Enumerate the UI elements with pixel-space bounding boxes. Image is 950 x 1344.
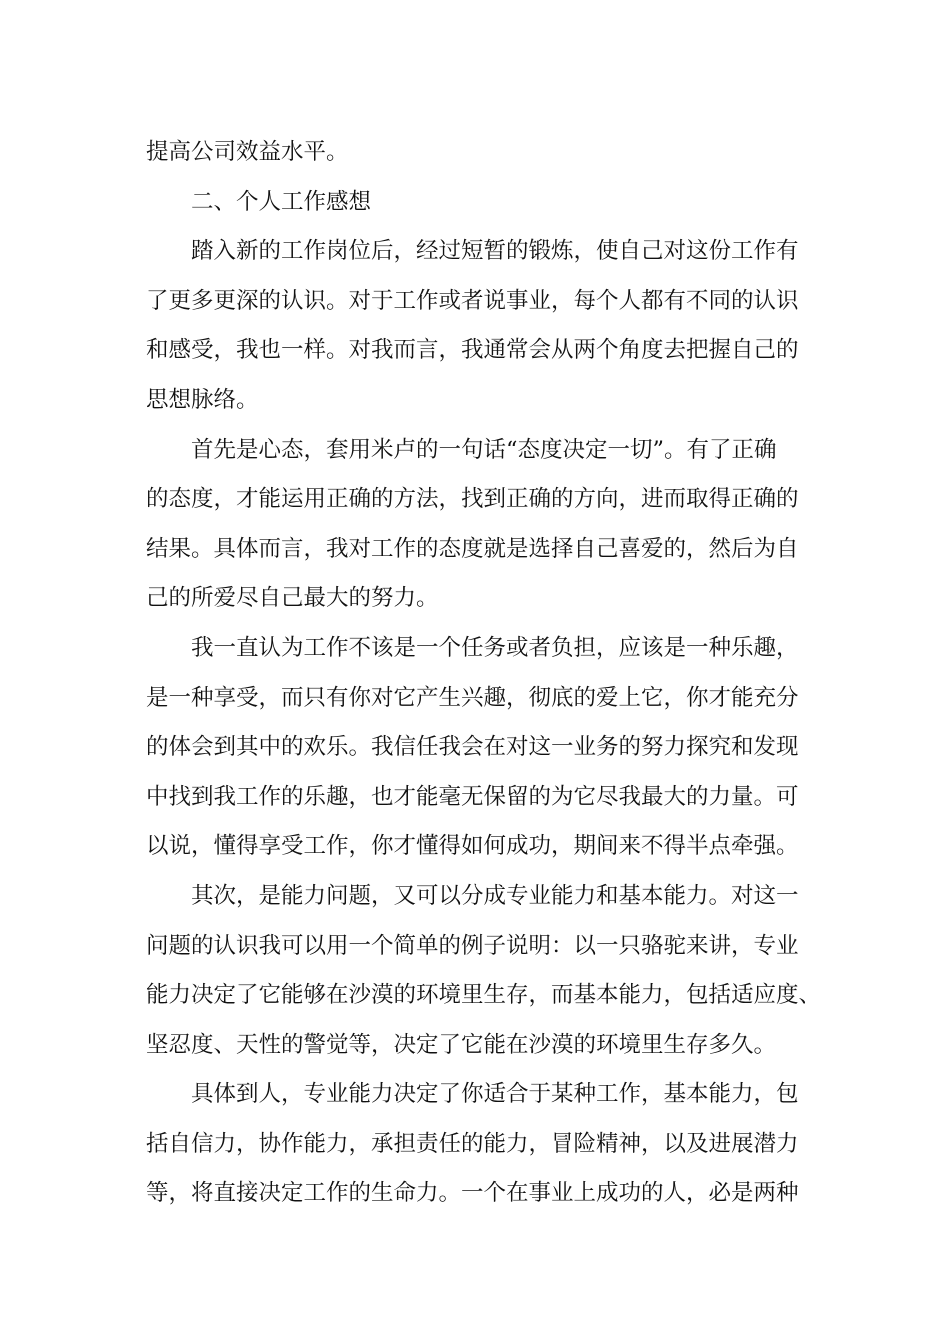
text-line: 能力决定了它能够在沙漠的环境里生存，而基本能力，包括适应度、 — [146, 982, 822, 1009]
text-line: 踏入新的工作岗位后，经过短暂的锻炼，使自己对这份工作有 — [191, 238, 799, 265]
text-line: 和感受，我也一样。对我而言，我通常会从两个角度去把握自己的 — [146, 337, 799, 364]
document-body — [146, 128, 826, 1219]
text-line: 首先是心态，套用米卢的一句话“态度决定一切”。有了正确 — [191, 436, 777, 463]
text-line: 是一种享受，而只有你对它产生兴趣，彻底的爱上它，你才能充分 — [146, 684, 799, 711]
text-line: 坚忍度、天性的警觉等，决定了它能在沙漠的环境里生存多久。 — [146, 1031, 777, 1058]
text-line: 思想脉络。 — [146, 386, 259, 413]
text-line: 提高公司效益水平。 — [146, 139, 349, 165]
text-line: 己的所爱尽自己最大的努力。 — [146, 585, 439, 612]
text-line: 我一直认为工作不该是一个任务或者负担，应该是一种乐趣， — [191, 634, 799, 661]
text-line: 其次，是能力问题，又可以分成专业能力和基本能力。对这一 — [191, 882, 799, 909]
text-line: 的体会到其中的欢乐。我信任我会在对这一业务的努力探究和发现 — [146, 734, 799, 761]
text-line: 括自信力，协作能力，承担责任的能力，冒险精神，以及进展潜力 — [146, 1130, 799, 1157]
text-line: 以说，懂得享受工作，你才懂得如何成功，期间来不得半点牵强。 — [146, 833, 799, 860]
text-line: 结果。具体而言，我对工作的态度就是选择自己喜爱的，然后为自 — [146, 535, 799, 562]
text-line: 了更多更深的认识。对于工作或者说事业，每个人都有不同的认识 — [146, 287, 799, 314]
text-line: 等，将直接决定工作的生命力。一个在事业上成功的人，必是两种 — [146, 1180, 799, 1207]
text-line: 具体到人，专业能力决定了你适合于某种工作，基本能力，包 — [191, 1081, 799, 1108]
text-line: 中找到我工作的乐趣，也才能毫无保留的为它尽我最大的力量。可 — [146, 783, 799, 810]
text-line: 问题的认识我可以用一个简单的例子说明：以一只骆驼来讲，专业 — [146, 932, 799, 959]
section-heading: 二、个人工作感想 — [191, 188, 372, 215]
text-line: 的态度，才能运用正确的方法，找到正确的方向，进而取得正确的 — [146, 486, 799, 513]
